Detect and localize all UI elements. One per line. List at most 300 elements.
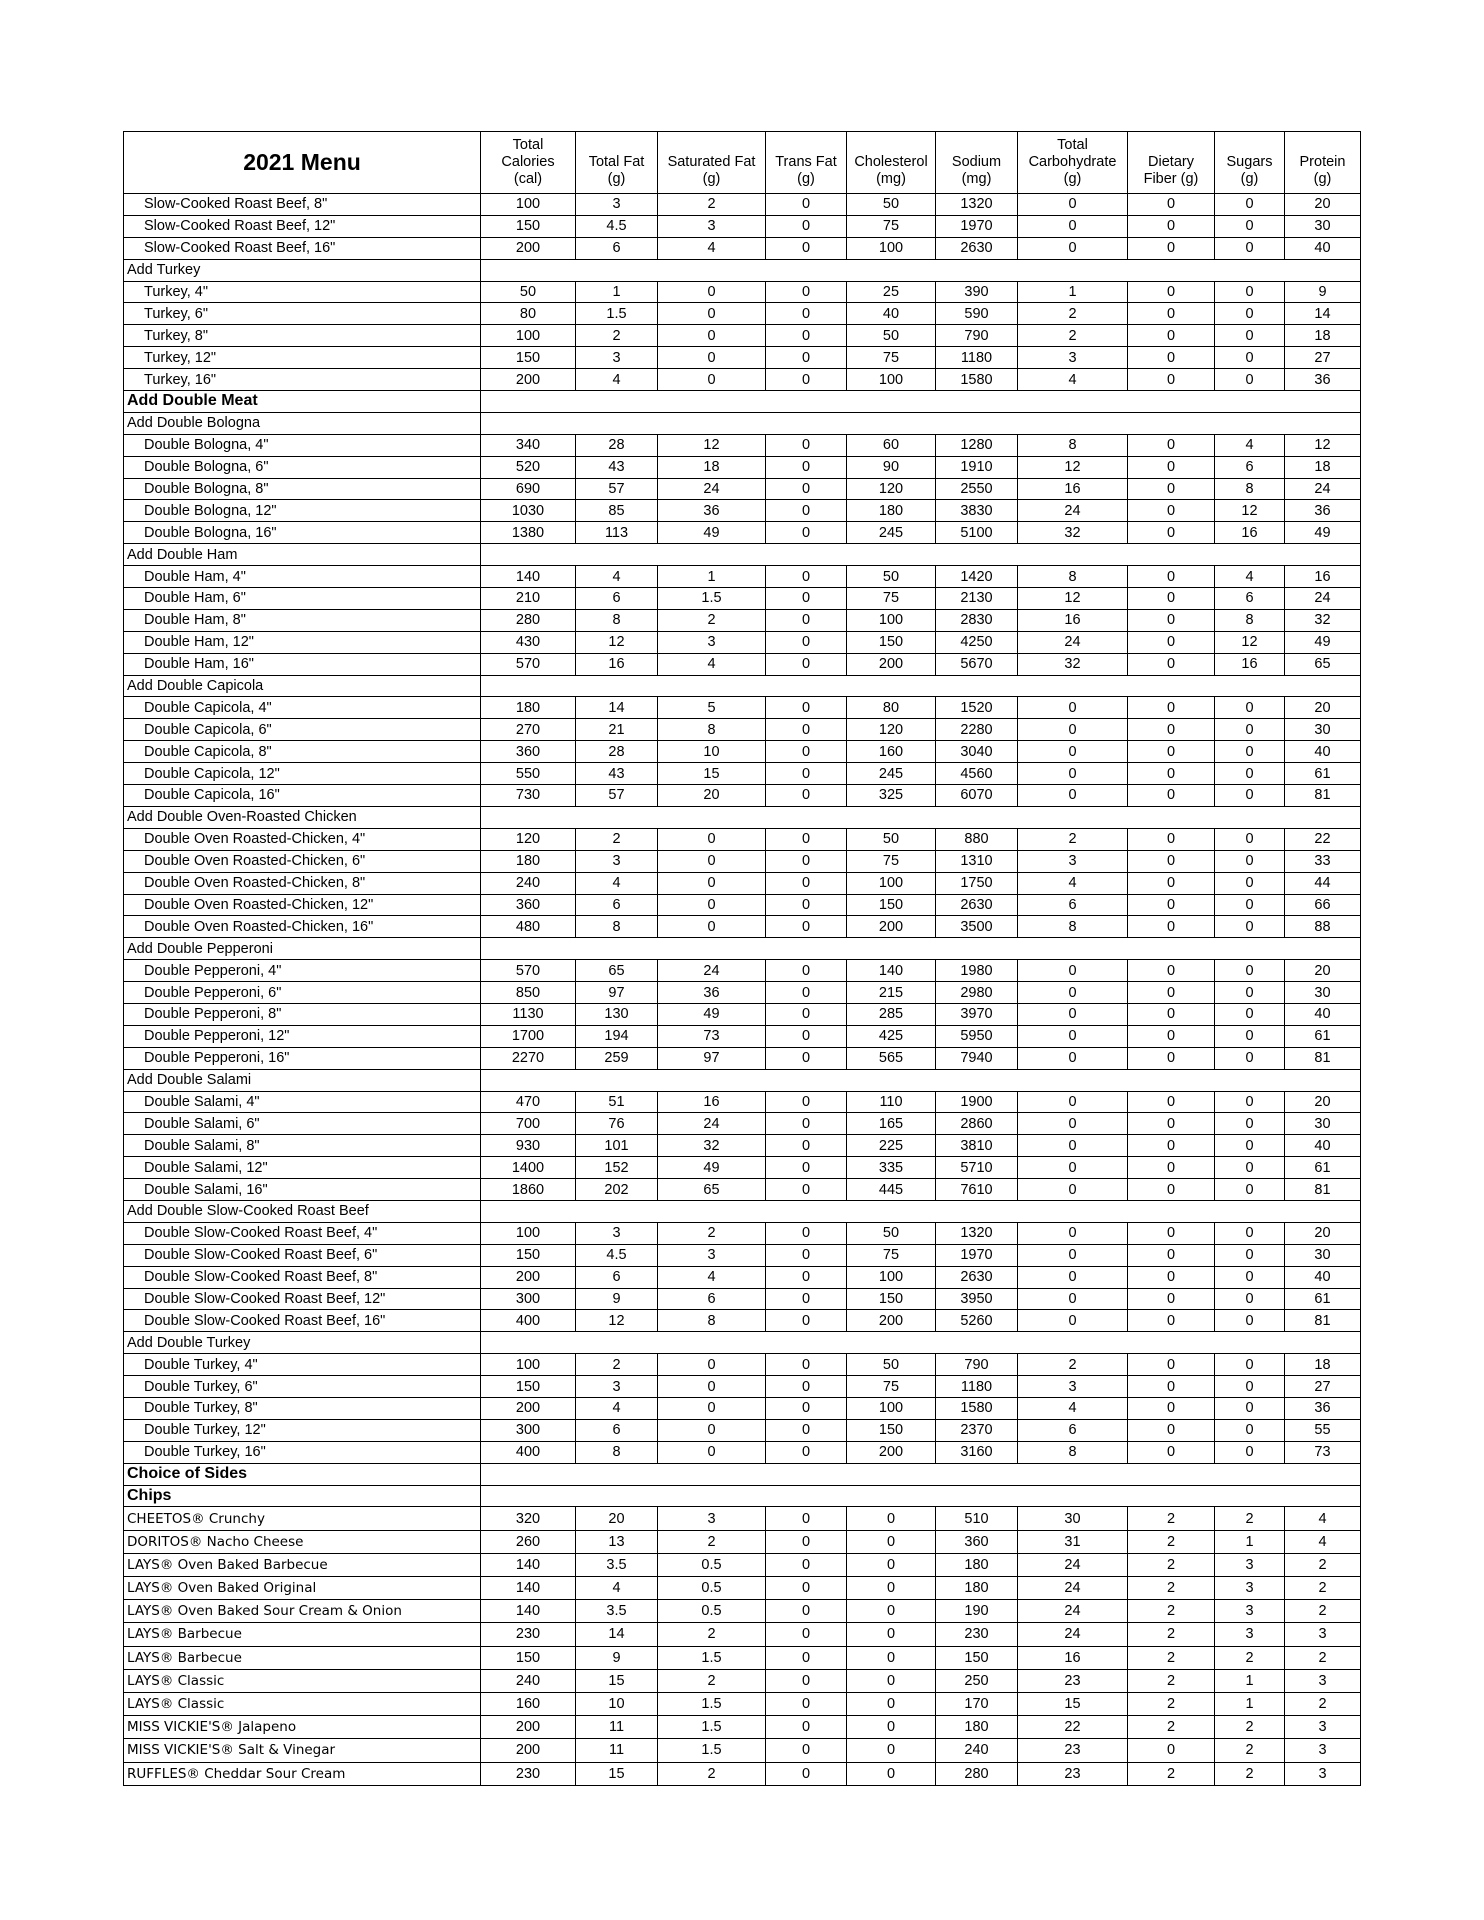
nutrient-cell: 150: [481, 215, 576, 237]
empty-span-cell: [481, 259, 1361, 281]
row-label: MISS VICKIE'S® Jalapeno: [124, 1716, 481, 1739]
row-label: Turkey, 4": [124, 281, 481, 303]
nutrient-cell: 150: [847, 631, 936, 653]
column-header-line: [1215, 137, 1284, 154]
table-row: [124, 1354, 1361, 1376]
nutrient-cell: 57: [576, 785, 658, 807]
nutrient-cell: 0: [766, 741, 847, 763]
group-row: [124, 1332, 1361, 1354]
nutrient-cell: 36: [658, 982, 766, 1004]
nutrient-cell: 2: [1128, 1692, 1215, 1715]
nutrient-cell: 790: [936, 1354, 1018, 1376]
row-label: Double Slow-Cooked Roast Beef, 12": [124, 1288, 481, 1310]
nutrient-cell: 1750: [936, 872, 1018, 894]
nutrient-cell: 8: [1018, 1441, 1128, 1463]
row-label: Double Oven Roasted-Chicken, 12": [124, 894, 481, 916]
nutrient-cell: 31: [1018, 1530, 1128, 1553]
nutrient-cell: 14: [1285, 303, 1361, 325]
nutrient-cell: 0: [766, 1222, 847, 1244]
nutrient-cell: 1.5: [658, 1646, 766, 1669]
nutrient-cell: 8: [576, 1441, 658, 1463]
nutrient-cell: 65: [1285, 653, 1361, 675]
row-label: Double Slow-Cooked Roast Beef, 4": [124, 1222, 481, 1244]
nutrient-cell: 0: [1215, 347, 1285, 369]
nutrient-cell: 0: [1128, 982, 1215, 1004]
nutrient-cell: 32: [1018, 522, 1128, 544]
nutrient-cell: 23: [1018, 1739, 1128, 1762]
nutrient-cell: 0: [766, 456, 847, 478]
nutrient-cell: 3: [576, 1376, 658, 1398]
row-label: Double Bologna, 8": [124, 478, 481, 500]
nutrient-cell: 0: [1128, 281, 1215, 303]
group-row: [124, 1069, 1361, 1091]
table-row: [124, 894, 1361, 916]
nutrient-cell: 23: [1018, 1762, 1128, 1785]
nutrient-cell: 6: [1018, 1419, 1128, 1441]
nutrient-cell: 0: [766, 982, 847, 1004]
nutrient-cell: 0: [1215, 741, 1285, 763]
nutrient-cell: 0: [847, 1530, 936, 1553]
nutrient-cell: 75: [847, 215, 936, 237]
table-row: [124, 500, 1361, 522]
nutrient-cell: 1.5: [576, 303, 658, 325]
nutrient-cell: 2: [1018, 303, 1128, 325]
nutrient-cell: 4: [1285, 1530, 1361, 1553]
nutrient-cell: 2: [576, 828, 658, 850]
nutrient-cell: 930: [481, 1135, 576, 1157]
nutrient-cell: 0: [1128, 916, 1215, 938]
nutrient-cell: 3: [576, 1222, 658, 1244]
nutrient-cell: 0: [766, 828, 847, 850]
nutrient-cell: 20: [1285, 1091, 1361, 1113]
nutrient-cell: 0: [766, 1091, 847, 1113]
row-label: Double Slow-Cooked Roast Beef, 16": [124, 1310, 481, 1332]
nutrient-cell: 1580: [936, 1397, 1018, 1419]
nutrient-cell: 0: [766, 347, 847, 369]
nutrient-cell: 2: [658, 1669, 766, 1692]
table-row: [124, 1553, 1361, 1576]
nutrient-cell: 2860: [936, 1113, 1018, 1135]
table-row: [124, 1646, 1361, 1669]
nutrient-cell: 0: [1128, 1113, 1215, 1135]
nutrient-cell: 5670: [936, 653, 1018, 675]
nutrient-cell: 30: [1285, 1113, 1361, 1135]
nutrient-cell: 1: [1215, 1530, 1285, 1553]
nutrient-cell: 0: [766, 785, 847, 807]
nutrient-cell: 24: [1018, 1577, 1128, 1600]
nutrient-cell: 2: [1285, 1646, 1361, 1669]
nutrient-cell: 2370: [936, 1419, 1018, 1441]
nutrient-cell: 3: [1018, 1376, 1128, 1398]
nutrient-cell: 2: [1128, 1530, 1215, 1553]
nutrient-cell: 4: [576, 369, 658, 391]
nutrient-cell: 0: [766, 1600, 847, 1623]
nutrient-cell: 250: [936, 1669, 1018, 1692]
nutrient-cell: 113: [576, 522, 658, 544]
nutrient-cell: 3970: [936, 1003, 1018, 1025]
table-body: [124, 194, 1361, 1786]
nutrient-cell: 6: [576, 237, 658, 259]
column-header-line: [936, 137, 1017, 154]
nutrient-cell: 0: [1128, 588, 1215, 610]
nutrient-cell: 16: [658, 1091, 766, 1113]
nutrient-cell: 360: [936, 1530, 1018, 1553]
nutrient-cell: 36: [1285, 1397, 1361, 1419]
nutrient-cell: 0: [1128, 631, 1215, 653]
nutrient-cell: 0: [1018, 215, 1128, 237]
nutrient-cell: 0: [766, 1441, 847, 1463]
nutrient-cell: 49: [1285, 631, 1361, 653]
nutrient-cell: 0: [766, 894, 847, 916]
nutrient-cell: 30: [1285, 215, 1361, 237]
nutrient-cell: 3: [1285, 1762, 1361, 1785]
nutrient-cell: 16: [1285, 566, 1361, 588]
table-row: [124, 456, 1361, 478]
nutrient-cell: 300: [481, 1288, 576, 1310]
nutrient-cell: 85: [576, 500, 658, 522]
nutrient-cell: 0: [766, 1553, 847, 1576]
nutrient-cell: 700: [481, 1113, 576, 1135]
nutrient-cell: 0: [1215, 215, 1285, 237]
nutrient-cell: 2: [658, 194, 766, 216]
row-label: Double Ham, 12": [124, 631, 481, 653]
nutrient-cell: 0: [847, 1646, 936, 1669]
nutrient-cell: 230: [481, 1623, 576, 1646]
nutrient-cell: 25: [847, 281, 936, 303]
nutrient-cell: 150: [847, 1419, 936, 1441]
nutrient-cell: 3: [576, 347, 658, 369]
nutrient-cell: 90: [847, 456, 936, 478]
column-header-line: Carbohydrate: [1028, 154, 1117, 170]
nutrient-cell: 0: [1128, 522, 1215, 544]
nutrient-cell: 40: [1285, 1003, 1361, 1025]
nutrient-cell: 12: [1018, 588, 1128, 610]
nutrient-cell: 0: [1215, 1157, 1285, 1179]
nutrient-cell: 130: [576, 1003, 658, 1025]
nutrient-cell: 320: [481, 1507, 576, 1530]
nutrient-cell: 6: [576, 1266, 658, 1288]
nutrient-cell: 100: [847, 609, 936, 631]
row-label: Double Capicola, 8": [124, 741, 481, 763]
column-header: [576, 132, 658, 194]
nutrient-cell: 3: [658, 215, 766, 237]
column-header-line: Total: [512, 137, 544, 153]
nutrient-cell: 0: [1018, 697, 1128, 719]
nutrient-cell: 24: [1018, 631, 1128, 653]
column-header-line: Sodium: [951, 154, 1002, 170]
nutrient-cell: 0: [1215, 1091, 1285, 1113]
table-row: [124, 1244, 1361, 1266]
nutrient-cell: 1310: [936, 850, 1018, 872]
nutrient-cell: 75: [847, 588, 936, 610]
nutrient-cell: 0: [658, 281, 766, 303]
nutrient-cell: 43: [576, 456, 658, 478]
nutrient-cell: 0: [766, 960, 847, 982]
nutrient-cell: 18: [1285, 456, 1361, 478]
row-label: Double Salami, 12": [124, 1157, 481, 1179]
row-label: Turkey, 16": [124, 369, 481, 391]
row-label: Double Oven Roasted-Chicken, 4": [124, 828, 481, 850]
nutrient-cell: 8: [576, 916, 658, 938]
empty-span-cell: [481, 1485, 1361, 1507]
nutrient-cell: 2: [1018, 828, 1128, 850]
row-label: Double Turkey, 8": [124, 1397, 481, 1419]
nutrient-cell: 200: [847, 1441, 936, 1463]
nutrient-cell: 97: [658, 1047, 766, 1069]
nutrient-cell: 0: [658, 1354, 766, 1376]
nutrient-cell: 0: [766, 325, 847, 347]
nutrient-cell: 160: [481, 1692, 576, 1715]
nutrient-cell: 2: [1285, 1577, 1361, 1600]
row-label: Double Pepperoni, 12": [124, 1025, 481, 1047]
table-header: [124, 132, 1361, 194]
nutrient-cell: 1520: [936, 697, 1018, 719]
nutrient-cell: 3: [1285, 1739, 1361, 1762]
nutrient-cell: 0: [658, 325, 766, 347]
table-row: [124, 1135, 1361, 1157]
nutrient-cell: 5710: [936, 1157, 1018, 1179]
nutrient-cell: 325: [847, 785, 936, 807]
nutrient-cell: 1: [1215, 1692, 1285, 1715]
section-row: [124, 391, 1361, 413]
column-header-line: Protein: [1299, 154, 1346, 170]
nutrient-cell: 430: [481, 631, 576, 653]
column-header: [1215, 132, 1285, 194]
column-header-line: (mg): [961, 171, 992, 187]
table-row: [124, 982, 1361, 1004]
nutrient-cell: 18: [1285, 1354, 1361, 1376]
column-header: [1285, 132, 1361, 194]
row-label: Double Salami, 4": [124, 1091, 481, 1113]
nutrient-cell: 0: [766, 1669, 847, 1692]
table-row: [124, 763, 1361, 785]
nutrient-cell: 0: [1128, 785, 1215, 807]
nutrient-cell: 4: [576, 872, 658, 894]
nutrient-cell: 0: [1128, 1739, 1215, 1762]
nutrient-cell: 0: [766, 478, 847, 500]
nutrient-cell: 180: [936, 1553, 1018, 1576]
nutrient-cell: 23: [1018, 1669, 1128, 1692]
nutrient-cell: 0: [847, 1739, 936, 1762]
nutrient-cell: 0: [1215, 916, 1285, 938]
nutrient-cell: 0: [1215, 828, 1285, 850]
nutrient-cell: 0: [1215, 1310, 1285, 1332]
nutrient-cell: 0: [1018, 960, 1128, 982]
nutrient-cell: 2: [1285, 1692, 1361, 1715]
nutrient-cell: 445: [847, 1179, 936, 1201]
nutrient-cell: 36: [1285, 369, 1361, 391]
nutrient-cell: 3: [658, 1244, 766, 1266]
row-label: LAYS® Classic: [124, 1669, 481, 1692]
nutrient-cell: 8: [658, 1310, 766, 1332]
nutrient-cell: 30: [1018, 1507, 1128, 1530]
nutrient-cell: 0: [658, 1419, 766, 1441]
nutrient-cell: 280: [936, 1762, 1018, 1785]
nutrient-cell: 0: [1018, 1157, 1128, 1179]
empty-span-cell: [481, 675, 1361, 697]
nutrient-cell: 50: [847, 325, 936, 347]
nutrient-cell: 245: [847, 763, 936, 785]
nutrient-cell: 49: [658, 1003, 766, 1025]
group-row: [124, 259, 1361, 281]
column-header: [766, 132, 847, 194]
nutrient-cell: 4250: [936, 631, 1018, 653]
nutrient-cell: 24: [658, 1113, 766, 1135]
nutrient-cell: 1.5: [658, 588, 766, 610]
row-label: Add Double Turkey: [124, 1332, 481, 1354]
nutrient-cell: 1280: [936, 434, 1018, 456]
nutrient-cell: 75: [847, 1376, 936, 1398]
table-row: [124, 1441, 1361, 1463]
nutrient-cell: 0: [1128, 456, 1215, 478]
column-header: [658, 132, 766, 194]
nutrient-cell: 2: [576, 1354, 658, 1376]
nutrient-cell: 2: [1285, 1600, 1361, 1623]
nutrient-cell: 2: [658, 1623, 766, 1646]
nutrient-cell: 6: [1215, 456, 1285, 478]
row-label: Double Ham, 16": [124, 653, 481, 675]
nutrient-cell: 61: [1285, 1157, 1361, 1179]
nutrient-cell: 0: [766, 763, 847, 785]
nutrient-cell: 2: [576, 325, 658, 347]
nutrient-cell: 0: [1215, 325, 1285, 347]
nutrient-cell: 300: [481, 1419, 576, 1441]
nutrient-cell: 0: [1128, 1419, 1215, 1441]
row-label: CHEETOS® Crunchy: [124, 1507, 481, 1530]
table-row: [124, 1397, 1361, 1419]
nutrient-cell: 0: [658, 303, 766, 325]
nutrient-cell: 730: [481, 785, 576, 807]
nutrient-cell: 240: [481, 872, 576, 894]
nutrient-cell: 0: [1128, 1354, 1215, 1376]
nutrient-cell: 0: [766, 1288, 847, 1310]
column-header-line: Dietary: [1148, 154, 1194, 170]
nutrient-cell: 0: [766, 1507, 847, 1530]
nutrient-cell: 4: [658, 653, 766, 675]
empty-span-cell: [481, 1069, 1361, 1091]
column-header-line: (g): [1313, 171, 1332, 187]
table-row: [124, 434, 1361, 456]
nutrient-cell: 340: [481, 434, 576, 456]
nutrient-cell: 0: [766, 697, 847, 719]
nutrient-cell: 28: [576, 741, 658, 763]
column-header-line: Sugars: [1226, 154, 1273, 170]
row-label: Double Ham, 4": [124, 566, 481, 588]
nutrient-cell: 0: [1128, 1310, 1215, 1332]
nutrient-cell: 3: [576, 850, 658, 872]
nutrient-cell: 8: [1215, 609, 1285, 631]
nutrient-cell: 1030: [481, 500, 576, 522]
empty-span-cell: [481, 1200, 1361, 1222]
nutrient-cell: 40: [847, 303, 936, 325]
row-label: Double Capicola, 16": [124, 785, 481, 807]
nutrient-cell: 16: [1215, 522, 1285, 544]
nutrient-cell: 360: [481, 741, 576, 763]
nutrient-cell: 0: [1128, 894, 1215, 916]
nutrient-cell: 0: [766, 1354, 847, 1376]
column-header: [1128, 132, 1215, 194]
nutrient-cell: 0: [1018, 1310, 1128, 1332]
row-label: LAYS® Oven Baked Sour Cream & Onion: [124, 1600, 481, 1623]
nutrient-cell: 0: [1215, 303, 1285, 325]
table-row: [124, 785, 1361, 807]
nutrient-cell: 0: [1128, 215, 1215, 237]
table-row: [124, 1530, 1361, 1553]
nutrient-cell: 0: [766, 500, 847, 522]
nutrient-cell: 520: [481, 456, 576, 478]
nutrient-cell: 590: [936, 303, 1018, 325]
row-label: Double Oven Roasted-Chicken, 8": [124, 872, 481, 894]
nutrient-cell: 0: [847, 1577, 936, 1600]
nutrient-cell: 110: [847, 1091, 936, 1113]
nutrient-cell: 2: [1128, 1762, 1215, 1785]
nutrient-cell: 0: [1215, 369, 1285, 391]
nutrient-cell: 88: [1285, 916, 1361, 938]
nutrient-cell: 0: [1215, 1113, 1285, 1135]
nutrient-cell: 49: [1285, 522, 1361, 544]
nutrient-cell: 18: [1285, 325, 1361, 347]
nutrient-cell: 50: [847, 194, 936, 216]
nutrient-cell: 49: [658, 1157, 766, 1179]
table-row: [124, 850, 1361, 872]
nutrient-cell: 2: [1215, 1716, 1285, 1739]
row-label: Double Capicola, 6": [124, 719, 481, 741]
nutrient-cell: 6: [576, 1419, 658, 1441]
nutrient-cell: 0: [766, 566, 847, 588]
nutrient-cell: 0: [1128, 1288, 1215, 1310]
nutrient-cell: 0: [1018, 1179, 1128, 1201]
group-row: [124, 806, 1361, 828]
nutrient-cell: 0: [1018, 1113, 1128, 1135]
nutrient-cell: 4: [1018, 369, 1128, 391]
nutrient-cell: 3: [1215, 1623, 1285, 1646]
nutrient-cell: 150: [936, 1646, 1018, 1669]
nutrient-cell: 180: [481, 697, 576, 719]
row-label: Double Turkey, 4": [124, 1354, 481, 1376]
nutrient-cell: 0: [1128, 237, 1215, 259]
nutrient-cell: 20: [1285, 697, 1361, 719]
row-label: Double Pepperoni, 16": [124, 1047, 481, 1069]
row-label: Add Double Salami: [124, 1069, 481, 1091]
nutrient-cell: 2: [1018, 325, 1128, 347]
nutrient-cell: 0: [766, 1135, 847, 1157]
nutrient-cell: 150: [847, 1288, 936, 1310]
nutrient-cell: 2: [1128, 1600, 1215, 1623]
nutrient-cell: 0: [847, 1623, 936, 1646]
nutrient-cell: 0: [766, 1310, 847, 1332]
nutrient-cell: 0: [1128, 1266, 1215, 1288]
nutrient-cell: 6: [1018, 894, 1128, 916]
nutrient-cell: 50: [847, 1222, 936, 1244]
column-header-line: Fiber (g): [1143, 171, 1199, 187]
section-row: [124, 1485, 1361, 1507]
nutrient-cell: 0: [1215, 719, 1285, 741]
nutrient-cell: 0.5: [658, 1600, 766, 1623]
nutrient-cell: 65: [576, 960, 658, 982]
nutrient-cell: 480: [481, 916, 576, 938]
nutrient-cell: 65: [658, 1179, 766, 1201]
nutrient-cell: 3: [1285, 1716, 1361, 1739]
nutrient-cell: 3.5: [576, 1553, 658, 1576]
nutrient-cell: 0: [1215, 1003, 1285, 1025]
nutrient-cell: 120: [847, 478, 936, 500]
nutrient-cell: 10: [658, 741, 766, 763]
nutrient-cell: 0: [1128, 1135, 1215, 1157]
nutrient-cell: 81: [1285, 1047, 1361, 1069]
nutrient-cell: 200: [847, 916, 936, 938]
nutrient-cell: 1320: [936, 1222, 1018, 1244]
nutrient-cell: 180: [936, 1716, 1018, 1739]
